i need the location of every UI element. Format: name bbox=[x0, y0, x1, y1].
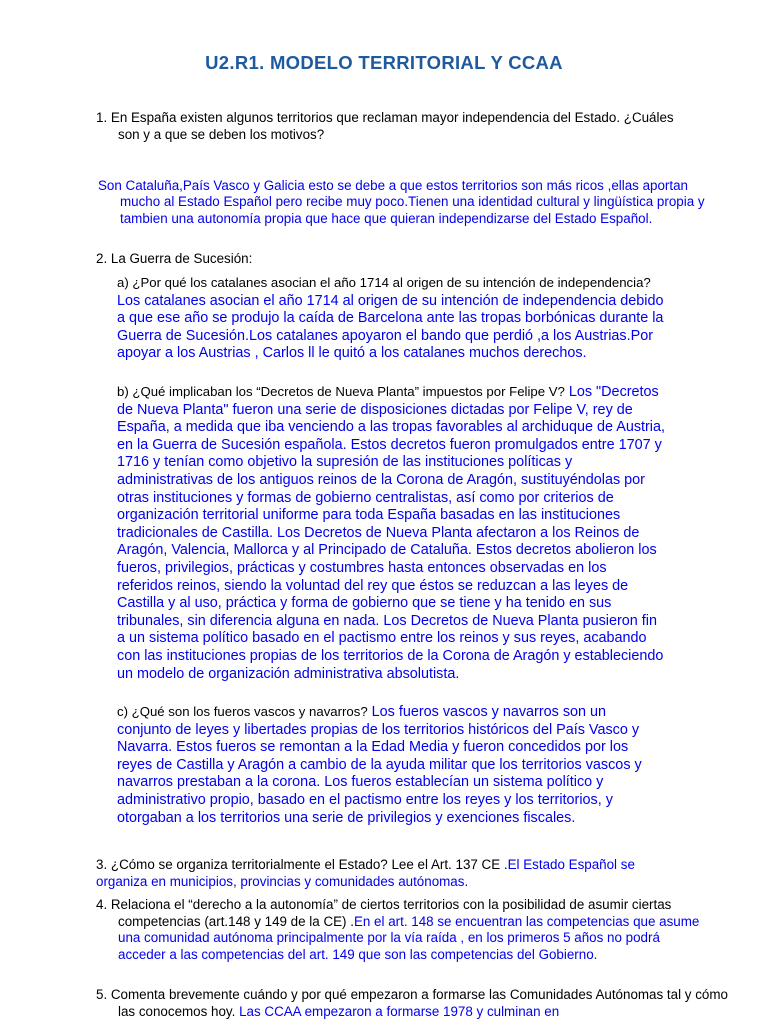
answer-1 bbox=[98, 178, 730, 227]
answer-2b-text: Los "Decretos de Nueva Planta" fueron una serie de disposiciones dictadas por Felipe V, rey de España, a medida que iba venciendo a las tropas favorables al archiduque de Austria, en la Guerra de Sucesión española. Estos decretos fueron promulgados entre 1707 y 1716 y tenían como objetivo la supresión de las instituciones políticas y administrativas de los antiguos reinos de la Corona de Aragón, sustituyéndolas por otras instituciones y formas de gobierno centralistas, así como por criterios de organización territorial uniforme para toda España basadas en las instituciones tradicionales de Castilla. Los Decretos de Nueva Planta afectaron a los Reinos de Aragón, Valencia, Mallorca y al Principado de Cataluña. Estos decretos abolieron los fueros, privilegios, prácticas y costumbres hasta entonces observadas en los referidos reinos, siendo la voluntad del rey que éstos se reduzcan a las leyes de Castilla y al uso, práctica y forma de gobierno que se tiene y ha tenido en sus tribunales, sin diferencia alguna en nada. Los Decretos de Nueva Planta pusieron fin a un sistema político basado en el pactismo entre los reinos y sus reyes, acabando con las instituciones propias de los territorios de la Corona de Aragón y estableciendo un modelo de organización administrativa absolutista. bbox=[117, 384, 666, 682]
question-5 bbox=[96, 987, 738, 1020]
question-2a bbox=[117, 274, 665, 363]
question-3-text: 3. ¿Cómo se organiza territorialmente el Estado? Lee el Art. 137 CE . bbox=[96, 857, 508, 872]
answer-2c-text: Los fueros vascos y navarros son un conjunto de leyes y libertades propias de los territorios históricos del País Vasco y Navarra. Estos fueros se remontan a la Edad Media y fueron concedidos por los reyes de Castilla y Aragón a cambio de la ayuda militar que los territorios vascos y navarros prestaban a la corona. Los fueros establecían un sistema político y administrativo propio, basado en el pactismo entre los reyes y los territorios, y otorgaban a los territorios una serie de privilegios y exenciones fiscales. bbox=[117, 704, 642, 826]
page-title: U2.R1. MODELO TERRITORIAL Y CCAA bbox=[205, 52, 563, 73]
question-4 bbox=[96, 897, 710, 963]
question-3 bbox=[96, 857, 686, 890]
question-2-heading-text: 2. La Guerra de Sucesión: bbox=[96, 251, 253, 266]
answer-4-text: En el art. 148 se encuentran las competencias que asume una comunidad autónoma principalmente por la vía raída , en los primeros 5 años no podrá acceder a las competencias del art. 149 que son las competencias del Gobierno. bbox=[118, 913, 700, 962]
answer-2a-text: Los catalanes asocian el año 1714 al origen de su intención de independencia debido a que ese año se produjo la caída de Barcelona ante las tropas borbónicas durante la Guerra de Sucesión.Los catalanes apoyaron el bando que perdió ,a los Austrias.Por apoyar a los Austrias , Carlos ll le quitó a los catalanes muchos derechos. bbox=[117, 292, 664, 362]
question-1 bbox=[96, 110, 698, 143]
question-2b bbox=[117, 383, 665, 683]
question-1-text: 1. En España existen algunos territorios que reclaman mayor independencia del Estado. ¿Cuáles son y a que se deben los motivos? bbox=[96, 110, 674, 142]
answer-5-text: Las CCAA empezaron a formarse 1978 y culminan en bbox=[239, 1003, 560, 1019]
question-2c-text: c) ¿Qué son los fueros vascos y navarros? bbox=[117, 704, 368, 719]
question-2b-text: b) ¿Qué implicaban los “Decretos de Nueva Planta” impuestos por Felipe V? bbox=[117, 384, 565, 399]
question-2c bbox=[117, 703, 657, 827]
question-2a-text: a) ¿Por qué los catalanes asocian el año 1714 al origen de su intención de independencia? bbox=[117, 275, 651, 290]
answer-1-text: Son Cataluña,País Vasco y Galicia esto se debe a que estos territorios son más ricos ,ellas aportan mucho al Estado Español pero recibe muy poco.Tienen una identidad cultural y lingüística propia y tambien una autonomía propia que hace que quieran independizarse del Estado Español. bbox=[98, 178, 705, 226]
question-5-text: 5. Comenta brevemente cuándo y por qué empezaron a formarse las Comunidades Autónomas tal y cómo las conocemos hoy. bbox=[96, 987, 728, 1019]
question-4-text: 4. Relaciona el “derecho a la autonomía” de ciertos territorios con la posibilidad de asumir ciertas competencias (art.148 y 149 de la CE) . bbox=[96, 897, 672, 929]
question-2-heading bbox=[96, 251, 696, 268]
answer-3-text: El Estado Español se organiza en municipios, provincias y comunidades autónomas. bbox=[96, 857, 635, 889]
